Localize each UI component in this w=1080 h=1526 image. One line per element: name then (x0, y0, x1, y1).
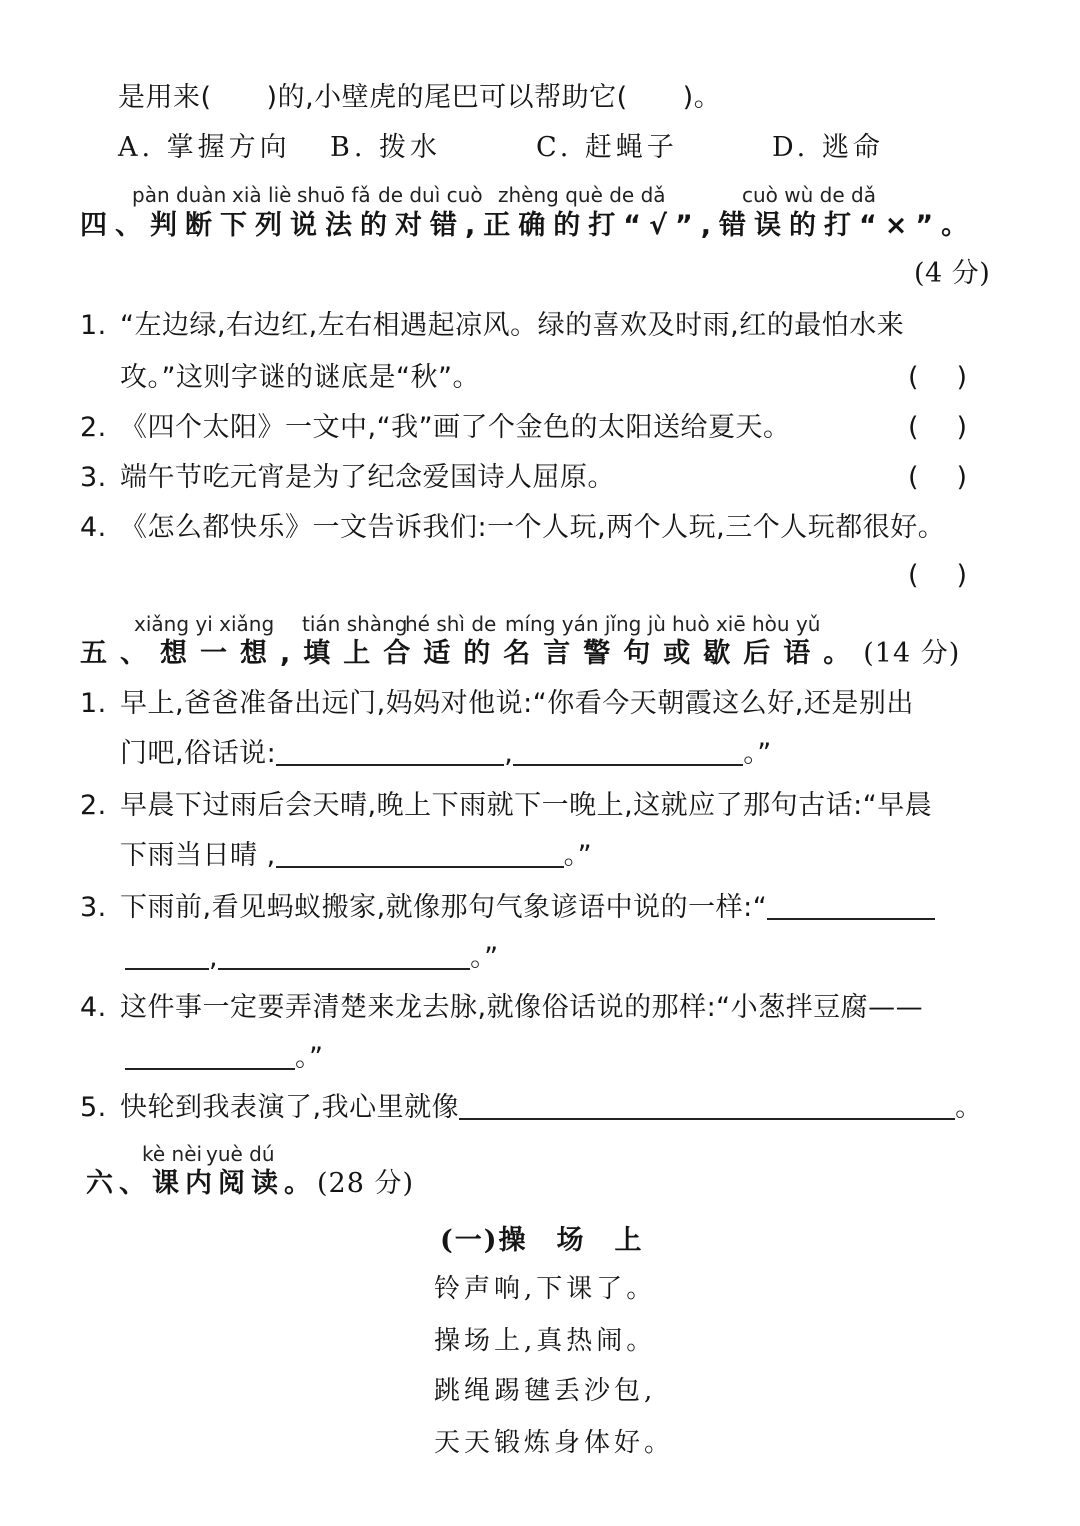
poem-line-1: 铃声响,下课了。 (434, 1274, 657, 1304)
pinyin-zhengquededa: zhèng què de dǎ (498, 183, 666, 207)
pinyin-deduicuo: de duì cuò (378, 183, 483, 207)
s4-item-4-number: 4. (80, 512, 107, 543)
s5-item-5-end: 。 (955, 1092, 983, 1123)
s5-item-3-end: 。” (470, 942, 499, 973)
s4-item-1-text-cont: 攻。”这则字谜的谜底是“秋”。 (120, 362, 480, 393)
s5-item-3 (80, 892, 935, 924)
s5-item-2-line2-text: 下雨当日晴 , (120, 840, 276, 871)
section-5-heading (80, 638, 960, 670)
s4-item-3-text: 端午节吃元宵是为了纪念爱国诗人屈原。 (120, 462, 615, 493)
pinyin-panduan: pàn duàn (132, 183, 227, 207)
s5-item-4-blank[interactable] (125, 1042, 295, 1070)
s5-item-3-blank-2[interactable] (125, 942, 209, 970)
s4-item-1-answer-paren[interactable]: () (908, 362, 1006, 393)
s4-item-3-number: 3. (80, 462, 107, 493)
s5-item-4-line1: 这件事一定要弄清楚来龙去脉,就像俗话说的那样:“小葱拌豆腐—— (120, 992, 924, 1023)
s5-item-2-blank[interactable] (276, 840, 564, 868)
s4-item-4-answer-paren[interactable]: () (908, 560, 1006, 591)
section-6-score: (28 分) (317, 1168, 415, 1199)
pinyin-xialie: xià liè (232, 183, 292, 207)
s4-item-2-answer-paren[interactable]: () (908, 412, 1006, 443)
q3-option-c: C. 赶蝇子 (536, 132, 678, 163)
pinyin-shuofa: shuō fǎ (297, 183, 371, 207)
s5-item-2-line2 (120, 840, 592, 872)
s4-item-1-text: “左边绿,右边红,左右相遇起凉风。绿的喜欢及时雨,红的最怕水来 (120, 310, 905, 341)
pinyin-xiangyixiang: xiǎng yi xiǎng (134, 612, 275, 636)
s4-item-2-number: 2. (80, 412, 107, 443)
s5-item-1-line1: 早上,爸爸准备出远门,妈妈对他说:“你看今天朝霞这么好,还是别出 (120, 688, 914, 719)
s5-item-1-blank-1[interactable] (276, 738, 504, 766)
s5-item-2 (80, 790, 932, 822)
q3-continuation-line: 是用来( )的,小壁虎的尾巴可以帮助它( )。 (118, 82, 722, 113)
s5-item-3-line2 (125, 942, 499, 974)
s5-item-1-end: 。” (743, 738, 772, 769)
s5-item-1 (80, 688, 914, 720)
q3-option-d: D. 逃命 (772, 132, 884, 163)
s5-item-3-blank-3[interactable] (218, 942, 470, 970)
s5-item-5-number: 5. (80, 1092, 107, 1123)
section-6-heading (86, 1168, 414, 1200)
s4-item-2-text: 《四个太阳》一文中,“我”画了个金色的太阳送给夏天。 (120, 412, 791, 443)
section-4-score: (4 分) (914, 258, 991, 289)
s5-item-4-line2 (125, 1042, 324, 1074)
s5-item-2-number: 2. (80, 790, 107, 821)
s5-item-4-number: 4. (80, 992, 107, 1023)
poem-line-2: 操场上,真热闹。 (434, 1326, 657, 1356)
s4-item-2 (80, 412, 791, 444)
pinyin-yuedu: yuè dú (206, 1142, 275, 1166)
q3-option-b: B. 拨水 (330, 132, 442, 163)
s5-item-4-end: 。” (295, 1042, 324, 1073)
poem-line-4: 天天锻炼身体好。 (434, 1428, 675, 1458)
s5-item-5-line1: 快轮到我表演了,我心里就像 (120, 1092, 460, 1123)
s5-item-3-blank-1[interactable] (767, 892, 935, 920)
s5-item-5-blank[interactable] (459, 1092, 955, 1120)
q3-option-a: A. 掌握方向 (118, 132, 291, 163)
s4-item-4 (80, 512, 945, 544)
pinyin-kenei: kè nèi (142, 1142, 203, 1166)
s5-item-1-blank-2[interactable] (513, 738, 743, 766)
s5-item-4 (80, 992, 923, 1024)
s5-item-2-line1: 早晨下过雨后会天晴,晚上下雨就下一晚上,这就应了那句古话:“早晨 (120, 790, 933, 821)
pinyin-mingyanjingju: míng yán jǐng jù (505, 612, 666, 636)
pinyin-heshide: hé shì de (405, 612, 497, 636)
s5-item-3-comma: , (209, 942, 219, 973)
section-4-heading: 四、判断下列说法的对错,正确的打“√”,错误的打“×”。 (80, 210, 977, 241)
section-5-score: (14 分) (863, 638, 961, 669)
s5-item-1-number: 1. (80, 688, 107, 719)
s4-item-3 (80, 462, 615, 494)
section-5-heading-text: 五、想一想,填上合适的名言警句或歇后语。 (80, 638, 864, 669)
s4-item-3-answer-paren[interactable]: () (908, 462, 1006, 493)
s5-item-1-line2 (120, 738, 772, 770)
s5-item-3-line1: 下雨前,看见蚂蚁搬家,就像那句气象谚语中说的一样:“ (120, 892, 768, 923)
s5-item-5 (80, 1092, 983, 1124)
pinyin-cuowudeda: cuò wù de dǎ (742, 183, 876, 207)
s5-item-1-comma: , (504, 738, 514, 769)
poem-line-3: 跳绳踢毽丢沙包, (434, 1376, 657, 1406)
pinyin-huoxiehouyu: huò xiē hòu yǔ (672, 612, 821, 636)
s5-item-3-number: 3. (80, 892, 107, 923)
s4-item-1 (80, 310, 904, 342)
pinyin-tianshang: tián shàng (302, 612, 408, 636)
s5-item-1-line2-text: 门吧,俗话说: (120, 738, 277, 769)
section-6-heading-text: 六、课内阅读。 (86, 1168, 317, 1199)
s4-item-4-text: 《怎么都快乐》一文告诉我们:一个人玩,两个人玩,三个人玩都很好。 (120, 512, 946, 543)
s5-item-2-end: 。” (563, 840, 593, 871)
s4-item-1-number: 1. (80, 310, 107, 341)
poem-title: (一)操 场 上 (440, 1225, 644, 1256)
